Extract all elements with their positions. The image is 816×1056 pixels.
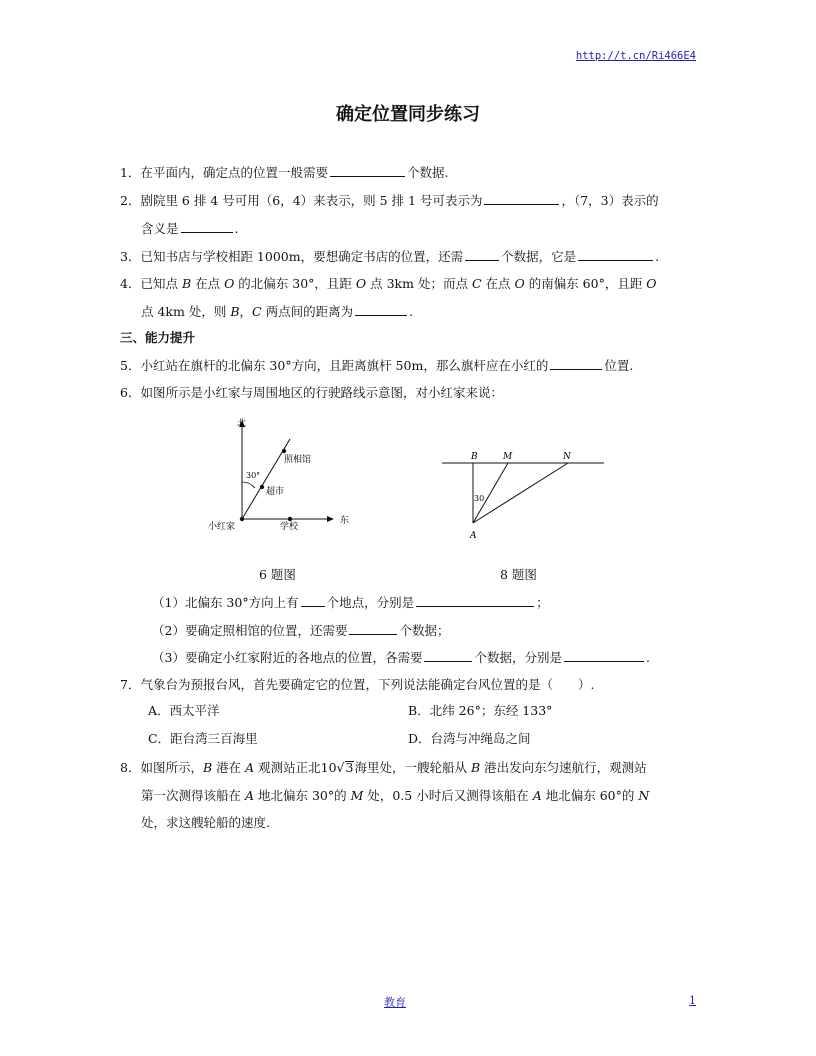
page-title: 确定位置同步练习 bbox=[336, 104, 480, 125]
school-point bbox=[288, 517, 292, 521]
home-point bbox=[240, 517, 244, 521]
figure-8 bbox=[440, 446, 610, 546]
question-8-cont-2: 处，求这艘轮船的速度. bbox=[141, 815, 270, 830]
answer-blank[interactable] bbox=[578, 248, 653, 261]
question-8: 8．如图所示，B 港在 A 观测站正北10√3海里处，一艘轮船从 B 港出发向东匀速航行，观测站 bbox=[120, 760, 647, 775]
answer-blank[interactable] bbox=[330, 164, 405, 177]
footer-link[interactable]: 教育 bbox=[384, 996, 406, 1009]
label-B: B bbox=[471, 452, 478, 462]
angle-label: 30 bbox=[474, 494, 485, 503]
question-1: 1．在平面内，确定点的位置一般需要 个数据. bbox=[120, 165, 449, 180]
figure-6 bbox=[200, 412, 360, 542]
east-label: 东 bbox=[340, 516, 350, 526]
question-2-cont: 含义是 . bbox=[141, 221, 239, 236]
question-6: 6．如图所示是小红家与周围地区的行驶路线示意图，对小红家来说： bbox=[120, 385, 503, 400]
angle-arc bbox=[242, 482, 255, 488]
option-b[interactable]: B．北纬 26°；东经 133° bbox=[408, 703, 553, 718]
answer-blank[interactable] bbox=[564, 649, 644, 662]
answer-blank[interactable] bbox=[424, 649, 472, 662]
photo-studio-point bbox=[282, 449, 286, 453]
question-3: 3．已知书店与学校相距 1000m，要想确定书店的位置，还需 个数据，它是 . bbox=[120, 249, 660, 264]
market-label: 超市 bbox=[266, 487, 285, 497]
answer-blank[interactable] bbox=[355, 303, 407, 316]
answer-blank[interactable] bbox=[416, 594, 534, 607]
label-N: N bbox=[563, 452, 571, 462]
figure-6-caption: 6 题图 bbox=[259, 567, 296, 582]
question-6-3: （3）要确定小红家附近的各地点的位置，各需要 个数据，分别是 . bbox=[152, 650, 650, 665]
line-AM bbox=[473, 463, 508, 523]
section-heading: 三、能力提升 bbox=[120, 330, 196, 345]
page-number[interactable]: 1 bbox=[689, 994, 696, 1007]
option-c[interactable]: C．距台湾三百海里 bbox=[148, 731, 258, 746]
question-4: 4．已知点 B 在点 O 的北偏东 30°，且距 O 点 3km 处；而点 C 在点 O 的南偏东 60°，且距 O bbox=[120, 276, 657, 291]
answer-blank[interactable] bbox=[550, 357, 602, 370]
question-6-2: （2）要确定照相馆的位置，还需要 个数据； bbox=[152, 623, 450, 638]
north-label: 北 bbox=[237, 419, 247, 429]
question-4-cont: 点 4km 处，则 B，C 两点间的距离为 . bbox=[141, 304, 414, 319]
market-point bbox=[260, 485, 264, 489]
answer-blank[interactable] bbox=[484, 192, 559, 205]
answer-blank[interactable] bbox=[301, 594, 325, 607]
label-M: M bbox=[503, 452, 513, 462]
question-2: 2．剧院里 6 排 4 号可用（6，4）来表示，则 5 排 1 号可表示为 ，（7，3）表示的 bbox=[120, 193, 659, 208]
home-label: 小红家 bbox=[208, 522, 236, 532]
option-d[interactable]: D．台湾与冲绳岛之间 bbox=[408, 731, 531, 746]
line-AN bbox=[473, 463, 568, 523]
photo-studio-label: 照相馆 bbox=[284, 455, 312, 465]
question-6-1: （1）北偏东 30°方向上有 个地点，分别是 ； bbox=[152, 595, 549, 610]
question-7: 7．气象台为预报台风，首先要确定它的位置，下列说法能确定台风位置的是（ ）. bbox=[120, 677, 595, 692]
school-label: 学校 bbox=[280, 522, 299, 532]
question-5: 5．小红站在旗杆的北偏东 30°方向，且距离旗杆 50m，那么旗杆应在小红的 位置. bbox=[120, 358, 634, 373]
header-link[interactable]: http://t.cn/Ri466E4 bbox=[575, 50, 696, 62]
angle-label: 30° bbox=[246, 471, 261, 480]
figure-8-caption: 8 题图 bbox=[500, 567, 537, 582]
east-arrow-icon bbox=[327, 516, 334, 522]
question-8-cont: 第一次测得该船在 A 地北偏东 30°的 M 处，0.5 小时后又测得该船在 A 地北偏东 60°的 N bbox=[141, 788, 650, 803]
answer-blank[interactable] bbox=[181, 220, 233, 233]
option-a[interactable]: A．西太平洋 bbox=[148, 703, 220, 718]
answer-blank[interactable] bbox=[465, 248, 499, 261]
label-A: A bbox=[470, 531, 477, 541]
answer-blank[interactable] bbox=[349, 622, 397, 635]
